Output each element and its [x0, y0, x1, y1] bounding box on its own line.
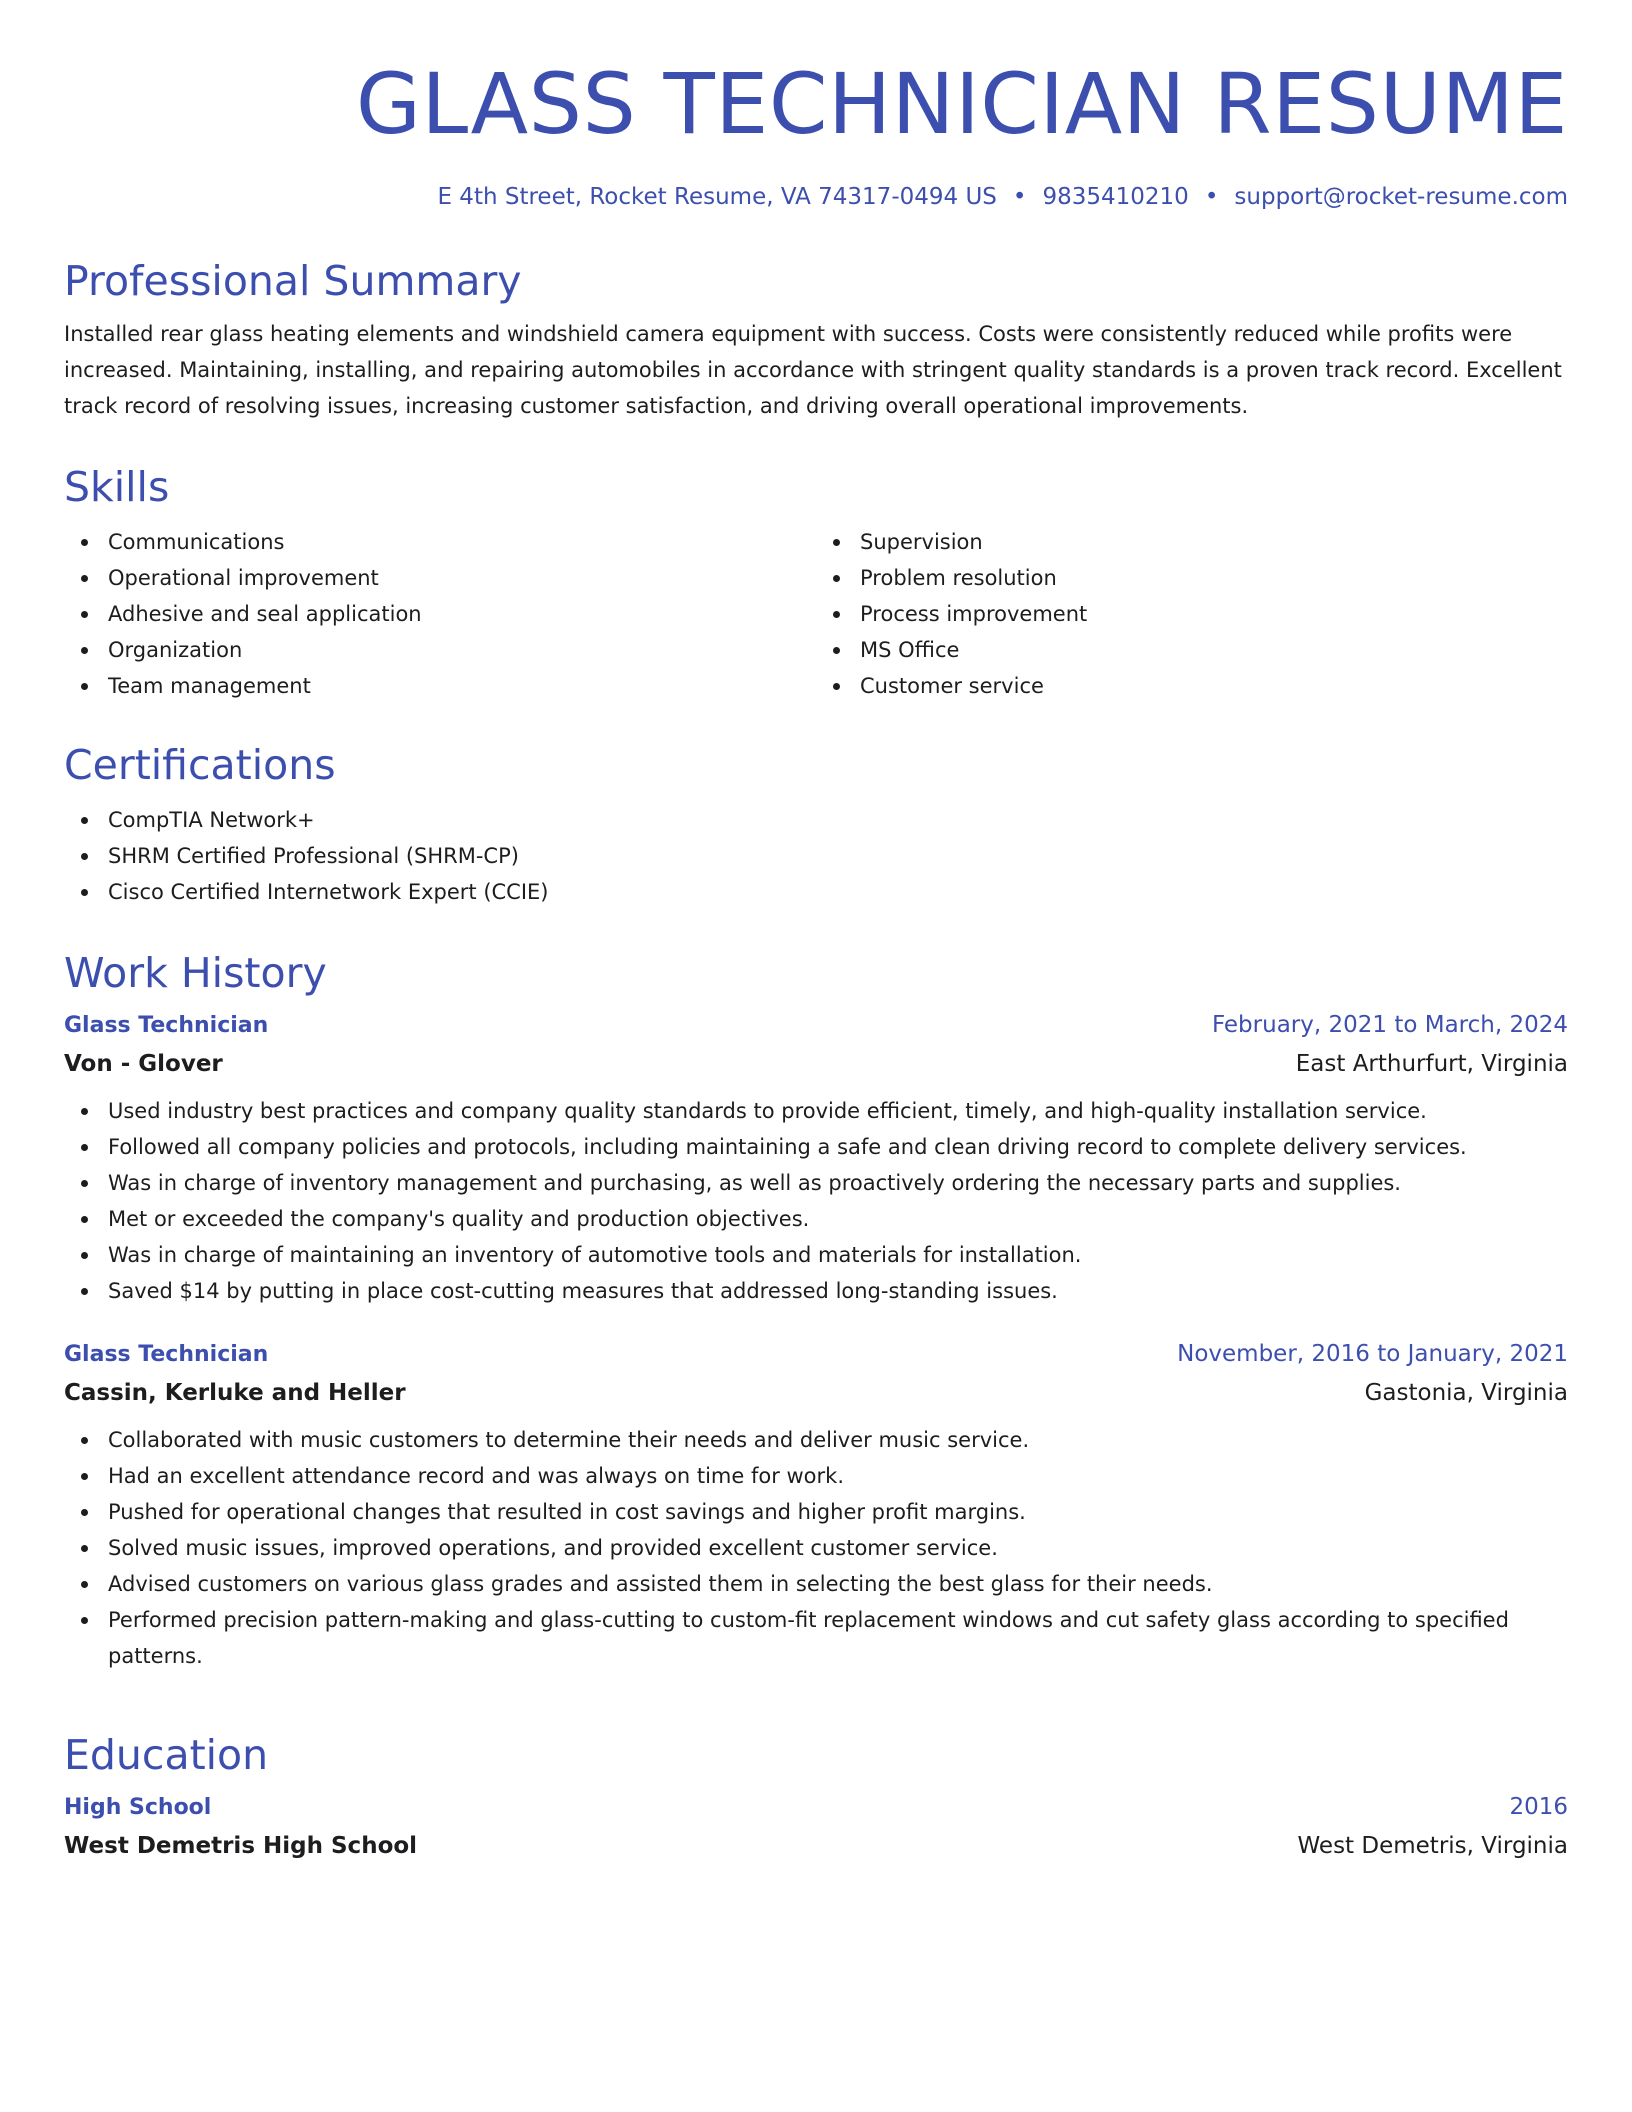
job-header-row [64, 1339, 1568, 1370]
job-company: Cassin, Kerluke and Heller [64, 1380, 406, 1406]
bullet-dot [833, 683, 840, 690]
contact-separator: • [1012, 184, 1027, 210]
skill-item: Supervision [816, 524, 1568, 560]
job-dates: November, 2016 to January, 2021 [1177, 1341, 1568, 1367]
certification-item: SHRM Certified Professional (SHRM-CP) [64, 838, 1568, 874]
job-bullet: Saved $14 by putting in place cost-cutting measures that addressed long-standing issues. [64, 1273, 1568, 1309]
skill-item: Adhesive and seal application [64, 596, 816, 632]
education-degree: High School [64, 1795, 212, 1820]
bullet-dot [833, 539, 840, 546]
skill-item: Operational improvement [64, 560, 816, 596]
education-entry [64, 1792, 1568, 1861]
job-title: Glass Technician [64, 1342, 269, 1367]
bullet-dot [833, 647, 840, 654]
certifications-heading: Certifications [64, 741, 336, 789]
skill-item: Communications [64, 524, 816, 560]
education-year: 2016 [1509, 1794, 1568, 1820]
bullet-dot [81, 611, 88, 618]
job-entry [64, 1010, 1568, 1309]
bullet-dot [81, 1545, 88, 1552]
skill-item: Process improvement [816, 596, 1568, 632]
work-history-heading: Work History [64, 949, 327, 997]
job-bullet: Followed all company policies and protocols, including maintaining a safe and clean driving record to complete delivery services. [64, 1129, 1568, 1165]
skills-heading: Skills [64, 463, 170, 511]
bullet-dot [81, 1581, 88, 1588]
bullet-dot [81, 1180, 88, 1187]
bullet-dot [81, 1617, 88, 1624]
skills-column-left [64, 524, 816, 704]
bullet-dot [81, 889, 88, 896]
contact-line [64, 182, 1568, 212]
bullet-dot [81, 1437, 88, 1444]
bullet-dot [81, 647, 88, 654]
education-header-row [64, 1792, 1568, 1823]
skill-item: Problem resolution [816, 560, 1568, 596]
bullet-dot [833, 575, 840, 582]
job-bullet: Collaborated with music customers to determine their needs and deliver music service. [64, 1422, 1568, 1458]
skills-column-right [816, 524, 1568, 704]
certifications-section [64, 740, 1568, 910]
bullet-dot [833, 611, 840, 618]
skills-list-right [816, 524, 1568, 704]
resume-title: GLASS TECHNICIAN RESUME [355, 55, 1568, 153]
bullet-dot [81, 817, 88, 824]
summary-section [64, 256, 1568, 424]
education-location: West Demetris, Virginia [1297, 1833, 1568, 1859]
job-bullet: Performed precision pattern-making and glass-cutting to custom-fit replacement windows and cut safety glass according to specified patterns. [64, 1602, 1568, 1674]
bullet-dot [81, 853, 88, 860]
skill-item: Team management [64, 668, 816, 704]
skill-item: Customer service [816, 668, 1568, 704]
bullet-dot [81, 1108, 88, 1115]
job-bullet: Was in charge of inventory management and purchasing, as well as proactively ordering the necessary parts and supplies. [64, 1165, 1568, 1201]
job-bullets [64, 1422, 1568, 1674]
summary-heading: Professional Summary [64, 257, 522, 305]
skills-section [64, 462, 1568, 704]
job-dates: February, 2021 to March, 2024 [1211, 1012, 1568, 1038]
contact-address: E 4th Street, Rocket Resume, VA 74317-0494 US [437, 184, 997, 210]
skill-item: Organization [64, 632, 816, 668]
bullet-dot [81, 1144, 88, 1151]
job-bullet: Was in charge of maintaining an inventory of automotive tools and materials for installation. [64, 1237, 1568, 1273]
contact-email[interactable]: support@rocket-resume.com [1234, 184, 1568, 210]
bullet-dot [81, 1288, 88, 1295]
bullet-dot [81, 1473, 88, 1480]
bullet-dot [81, 1252, 88, 1259]
skill-item: MS Office [816, 632, 1568, 668]
education-heading: Education [64, 1731, 269, 1779]
education-section [64, 1730, 1568, 1861]
job-bullet: Pushed for operational changes that resulted in cost savings and higher profit margins. [64, 1494, 1568, 1530]
job-bullet: Advised customers on various glass grades and assisted them in selecting the best glass for their needs. [64, 1566, 1568, 1602]
work-history-section [64, 948, 1568, 1674]
certification-item: CompTIA Network+ [64, 802, 1568, 838]
job-company: Von - Glover [64, 1051, 223, 1077]
job-bullet: Solved music issues, improved operations, and provided excellent customer service. [64, 1530, 1568, 1566]
contact-phone: 9835410210 [1042, 184, 1189, 210]
job-bullets [64, 1093, 1568, 1309]
job-title: Glass Technician [64, 1013, 269, 1038]
summary-text: Installed rear glass heating elements and windshield camera equipment with success. Costs were consistently reduced while profits were increased. Maintaining, installing, and repairing automobiles in accordance with stringent quality standards is a proven track record. Excellent track record of resolving issues, increasing customer satisfaction, and driving overall operational improvements. [64, 322, 1562, 418]
bullet-dot [81, 1509, 88, 1516]
job-location: East Arthurfurt, Virginia [1295, 1051, 1568, 1077]
job-company-row [64, 1378, 1568, 1408]
job-bullet: Had an excellent attendance record and was always on time for work. [64, 1458, 1568, 1494]
job-bullet: Used industry best practices and company quality standards to provide efficient, timely, and high-quality installation service. [64, 1093, 1568, 1129]
certification-item: Cisco Certified Internetwork Expert (CCIE) [64, 874, 1568, 910]
bullet-dot [81, 683, 88, 690]
bullet-dot [81, 539, 88, 546]
education-school-row [64, 1831, 1568, 1861]
certifications-list [64, 802, 1568, 910]
skills-list-left [64, 524, 816, 704]
job-header-row [64, 1010, 1568, 1041]
job-entry [64, 1339, 1568, 1674]
job-location: Gastonia, Virginia [1364, 1380, 1568, 1406]
skills-columns [64, 524, 1568, 704]
contact-separator: • [1204, 184, 1219, 210]
bullet-dot [81, 575, 88, 582]
bullet-dot [81, 1216, 88, 1223]
job-company-row [64, 1049, 1568, 1079]
job-bullet: Met or exceeded the company's quality and production objectives. [64, 1201, 1568, 1237]
education-school: West Demetris High School [64, 1833, 418, 1859]
